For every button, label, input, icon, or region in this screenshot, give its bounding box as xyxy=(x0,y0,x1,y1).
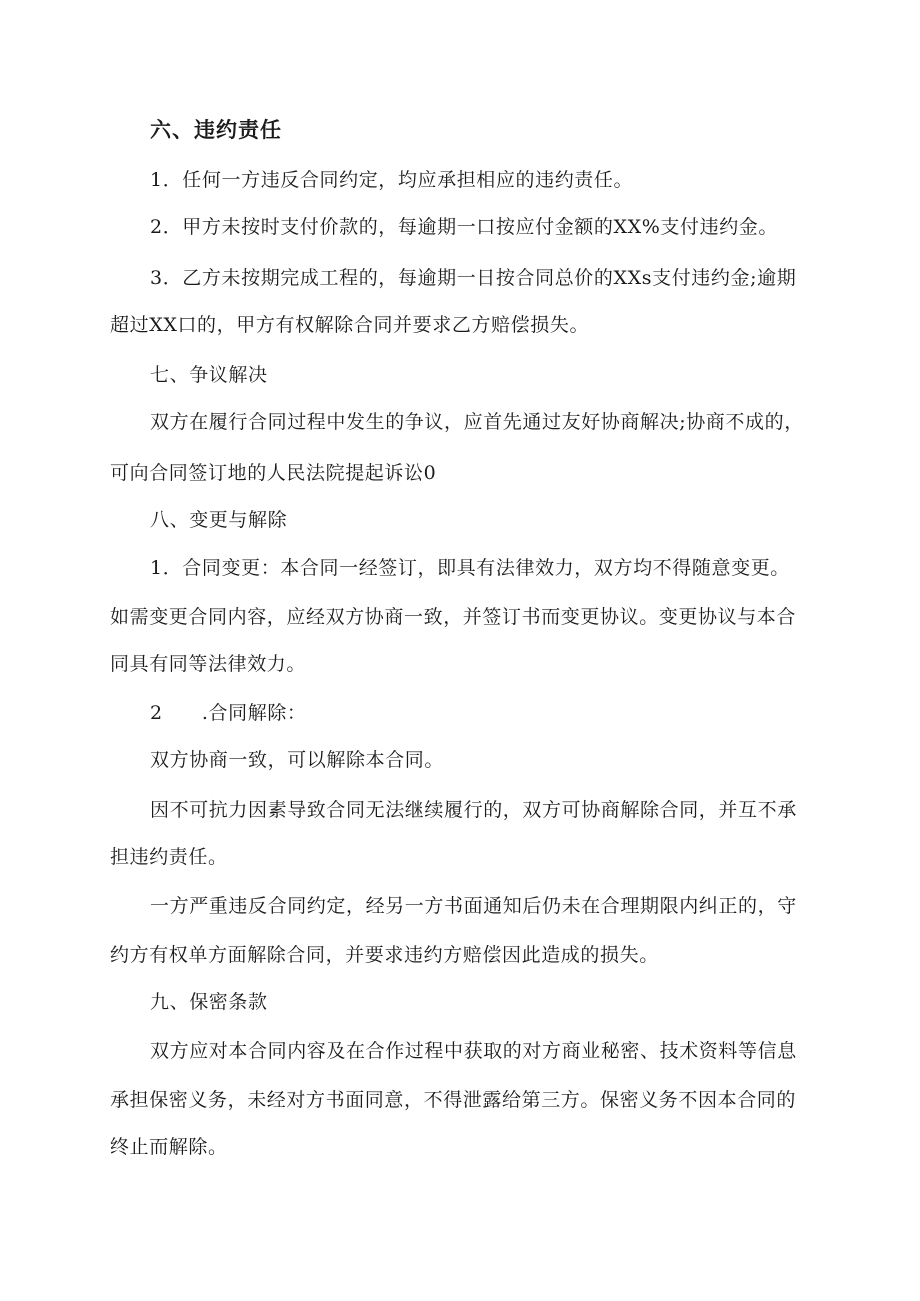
termination-para-3-line2: 约方有权单方面解除合同，并要求违约方赔偿因此造成的损失。 xyxy=(110,944,659,966)
breach-item-2: 2．甲方未按时支付价款的，每逾期一口按应付金额的XX%支付违约金。 xyxy=(150,216,778,238)
confidentiality-para-line1: 双方应对本合同内容及在合作过程中获取的对方商业秘密、技术资料等信息 xyxy=(150,1040,797,1062)
dispute-para-line1: 双方在履行合同过程中发生的争议，应首先通过友好协商解决;协商不成的， xyxy=(150,411,804,433)
change-item-1-line1: 1．合同变更：本合同一经签订，即具有法律效力，双方均不得随意变更。 xyxy=(150,557,790,579)
breach-item-3-line2: 超过XX口的，甲方有权解除合同并要求乙方赔偿损失。 xyxy=(110,314,590,336)
section-heading-dispute: 七、争议解决 xyxy=(150,364,268,386)
change-item-1-line2: 如需变更合同内容，应经双方协商一致，并签订书而变更协议。变更协议与本合 xyxy=(110,606,797,628)
section-heading-breach: 六、违约责任 xyxy=(150,118,282,142)
termination-para-2-line2: 担违约责任。 xyxy=(110,846,228,868)
confidentiality-para-line3: 终止而解除。 xyxy=(110,1136,228,1158)
breach-item-3-line1: 3．乙方未按期完成工程的，每逾期一日按合同总价的XXs支付违约金;逾期 xyxy=(150,267,797,289)
termination-para-1: 双方协商一致，可以解除本合同。 xyxy=(150,749,445,771)
breach-item-1: 1．任何一方违反合同约定，均应承担相应的违约责任。 xyxy=(150,169,634,191)
confidentiality-para-line2: 承担保密义务，未经对方书面同意，不得泄露给第三方。保密义务不因本合同的 xyxy=(110,1089,797,1111)
termination-para-2-line1: 因不可抗力因素导致合同无法继续履行的，双方可协商解除合同，并互不承 xyxy=(150,799,797,821)
change-item-1-line3: 同具有同等法律效力。 xyxy=(110,653,307,675)
section-heading-change: 八、变更与解除 xyxy=(150,509,288,531)
termination-para-3-line1: 一方严重违反合同约定，经另一方书面通知后仍未在合理期限内纠正的，守 xyxy=(150,895,797,917)
dispute-para-line2: 可向合同签订地的人民法院提起诉讼0 xyxy=(110,462,437,484)
section-heading-confidentiality: 九、保密条款 xyxy=(150,991,268,1013)
change-item-2: 2 .合同解除： xyxy=(150,702,307,724)
